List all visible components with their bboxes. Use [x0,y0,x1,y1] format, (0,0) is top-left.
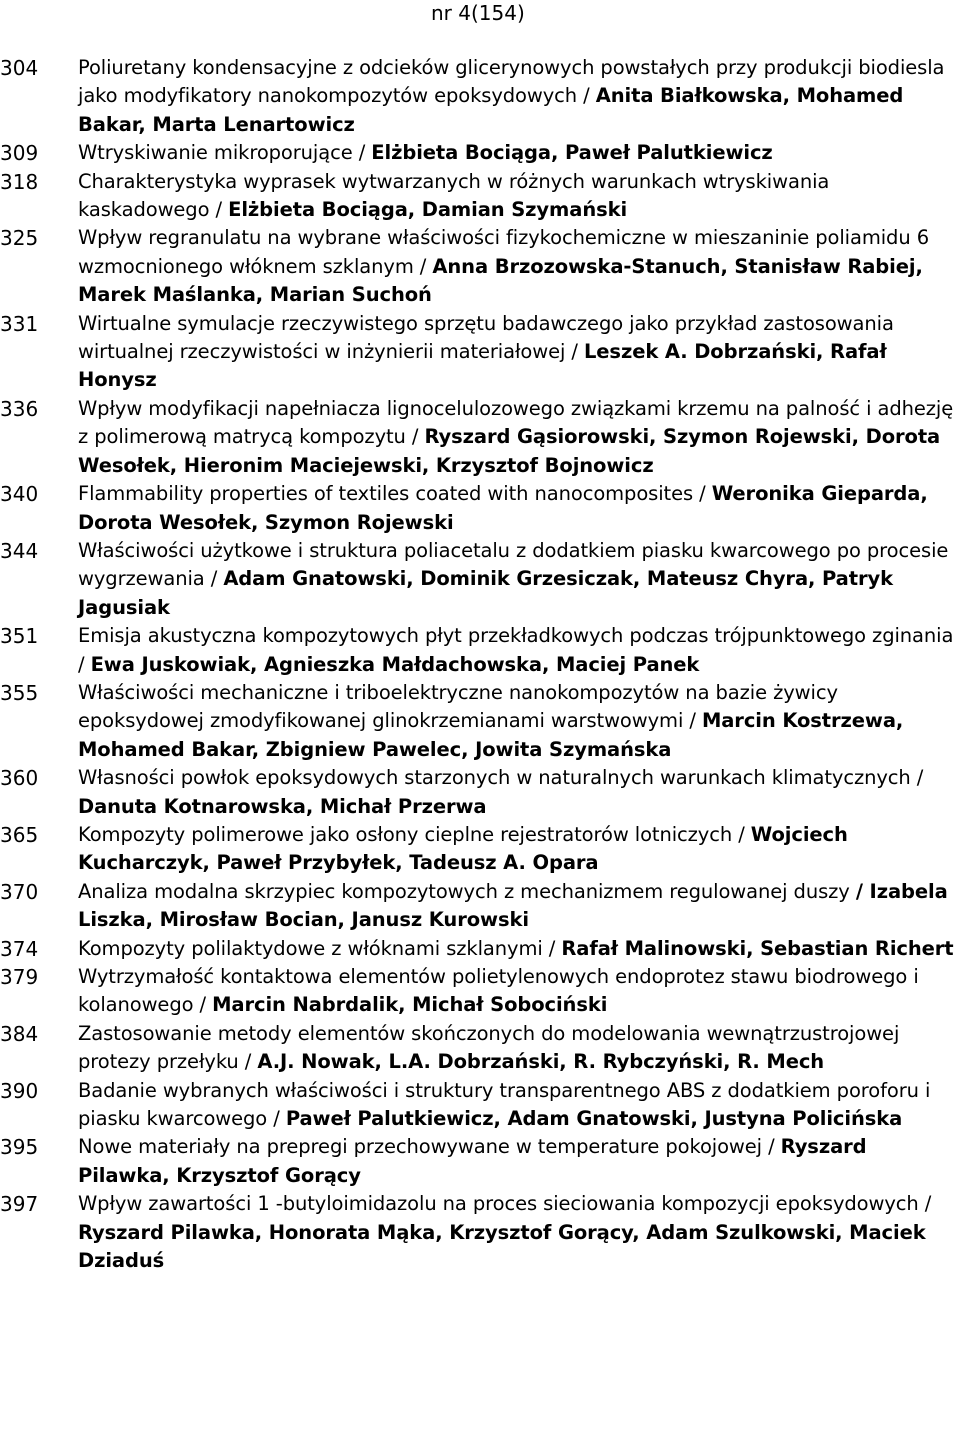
article-title: Wirtualne symulacje rzeczywistego sprzętu badawczego jako przykład zastosowania wirtualnej rzeczywistości w inżynierii materiałowej / [78,311,894,364]
entry-text [78,54,960,139]
article-title: Nowe materiały na prepregi przechowywane w temperature pokojowej / [78,1135,781,1159]
article-authors: Weronika Gieparda, Dorota Wesołek, Szymon Rojewski [78,482,928,534]
page-number: 304 [0,56,39,80]
article-authors: Ewa Juskowiak, Agnieszka Małdachowska, Maciej Panek [90,652,700,676]
entry-text [78,821,960,878]
article-authors: Marcin Kostrzewa, Mohamed Bakar, Zbigniew Pawelec, Jowita Szymańska [78,709,904,761]
article-title: Emisja akustyczna kompozytowych płyt przekładkowych podczas trójpunktowego zginania / [78,624,954,676]
toc-entry-390 [0,1077,960,1134]
article-authors: Rafał Malinowski, Sebastian Richert [561,936,954,960]
toc-entry-397 [0,1190,960,1275]
article-authors: / Izabela Liszka, Mirosław Bocian, Janusz Kurowski [78,879,948,932]
entry-text [78,310,960,395]
page-number: 360 [0,766,39,791]
toc-entry-351 [0,622,960,679]
page-number: 374 [0,936,39,961]
toc-entry-304 [0,54,960,139]
page-number: 318 [0,169,39,194]
page-header [0,0,960,26]
table-of-contents [0,54,960,1275]
page-number: 390 [0,1078,39,1103]
article-title: Wtryskiwanie mikroporujące / [78,141,372,165]
article-title: Analiza modalna skrzypiec kompozytowych z mechanizmem regulowanej duszy [78,879,856,903]
toc-entry-336 [0,395,960,480]
article-authors: Marcin Nabrdalik, Michał Sobociński [212,993,608,1017]
toc-entry-325 [0,224,960,309]
page-number: 340 [0,482,39,507]
entry-text [78,1020,960,1077]
toc-entry-344 [0,537,960,622]
toc-entry-379 [0,963,960,1020]
page-number: 395 [0,1135,39,1160]
toc-entry-395 [0,1133,960,1190]
page-number: 355 [0,680,39,705]
page-number: 365 [0,822,39,847]
toc-entry-384 [0,1020,960,1077]
article-title: Wpływ zawartości 1 -butyloimidazolu na proces sieciowania kompozycji epoksydowych / [78,1192,932,1216]
toc-entry-340 [0,480,960,537]
toc-entry-370 [0,878,960,935]
article-title: Poliuretany kondensacyjne z odcieków glicerynowych powstałych przy produkcji biodiesla jako modyfikatory nanokompozytów epoksydowych / [78,56,945,108]
article-title: Wytrzymałość kontaktowa elementów polietylenowych endoprotez stawu biodrowego i kolanowego / [78,965,919,1017]
article-authors: Anna Brzozowska-Stanuch, Stanisław Rabiej, Marek Maślanka, Marian Suchoń [78,254,923,307]
entry-text [78,878,960,935]
article-title: Kompozyty polimerowe jako osłony cieplne rejestratorów lotniczych / [78,822,751,846]
article-authors: Ryszard Pilawka, Krzysztof Gorący [78,1135,867,1187]
article-authors: Anita Białkowska, Mohamed Bakar, Marta Lenartowicz [78,84,904,136]
page-number: 379 [0,965,39,989]
toc-entry-374 [0,935,960,963]
page-number: 325 [0,226,39,251]
page-number: 336 [0,396,39,421]
page-number: 351 [0,624,39,649]
article-authors: Danuta Kotnarowska, Michał Przerwa [78,794,487,818]
entry-text [78,679,960,764]
article-title: Wpływ modyfikacji napełniacza lignocelulozowego związkami krzemu na palność i adhezję z polimerową matrycą kompozytu / [78,396,954,449]
article-authors: Elżbieta Bociąga, Paweł Palutkiewicz [371,141,773,165]
entry-text [78,1133,960,1190]
article-title: Wpływ regranulatu na wybrane właściwości fizykochemiczne w mieszaninie poliamidu 6 wzmocnionego włóknem szklanym / [78,226,930,278]
page-number: 331 [0,311,39,336]
article-title: Zastosowanie metody elementów skończonych do modelowania wewnątrzustrojowej protezy przełyku / [78,1021,900,1074]
article-authors: Wojciech Kucharczyk, Paweł Przybyłek, Tadeusz A. Opara [78,822,848,875]
toc-entry-309 [0,139,960,167]
article-authors: Elżbieta Bociąga, Damian Szymański [228,198,628,222]
article-title: Flammability properties of textiles coated with nanocomposites / [78,482,712,506]
article-authors: Ryszard Gąsiorowski, Szymon Rojewski, Dorota Wesołek, Hieronim Maciejewski, Krzysztof Bojnowicz [78,425,941,477]
page-number: 370 [0,879,39,904]
article-title: Badanie wybranych właściwości i struktury transparentnego ABS z dodatkiem poroforu i piasku kwarcowego / [78,1078,931,1131]
entry-text [78,1077,960,1134]
toc-entry-365 [0,821,960,878]
article-title: Charakterystyka wyprasek wytwarzanych w różnych warunkach wtryskiwania kaskadowego / [78,169,830,222]
entry-text [78,622,960,679]
entry-text [78,935,960,963]
article-authors: Leszek A. Dobrzański, Rafał Honysz [78,340,887,392]
entry-text [78,764,960,821]
entry-text [78,480,960,537]
article-authors: Ryszard Pilawka, Honorata Mąka, Krzysztof Gorący, Adam Szulkowski, Maciek Dziaduś [78,1220,926,1273]
entry-text [78,224,960,309]
entry-text [78,537,960,622]
page-number: 384 [0,1021,39,1046]
article-title: Własności powłok epoksydowych starzonych w naturalnych warunkach klimatycznych / [78,766,924,790]
entry-text [78,395,960,480]
toc-entry-318 [0,168,960,225]
toc-entry-360 [0,764,960,821]
entry-text [78,1190,960,1275]
entry-text [78,139,960,167]
entry-text [78,168,960,225]
article-title: Właściwości użytkowe i struktura poliacetalu z dodatkiem piasku kwarcowego po procesie wygrzewania / [78,538,949,591]
article-authors: Adam Gnatowski, Dominik Grzesiczak, Mateusz Chyra, Patryk Jagusiak [78,567,893,619]
page-number: 397 [0,1192,39,1217]
article-title: Właściwości mechaniczne i triboelektryczne nanokompozytów na bazie żywicy epoksydowej zmodyfikowanej glinokrzemianami warstwowymi / [78,680,838,733]
toc-entry-331 [0,310,960,395]
article-authors: A.J. Nowak, L.A. Dobrzański, R. Rybczyński, R. Mech [257,1050,825,1074]
toc-entry-355 [0,679,960,764]
page-number: 344 [0,538,39,563]
entry-text [78,963,960,1020]
issue-number: nr 4(154) [431,1,525,25]
article-title: Kompozyty polilaktydowe z włóknami szklanymi / [78,936,562,960]
article-authors: Paweł Palutkiewicz, Adam Gnatowski, Justyna Policińska [285,1107,903,1131]
page-number: 309 [0,141,39,166]
